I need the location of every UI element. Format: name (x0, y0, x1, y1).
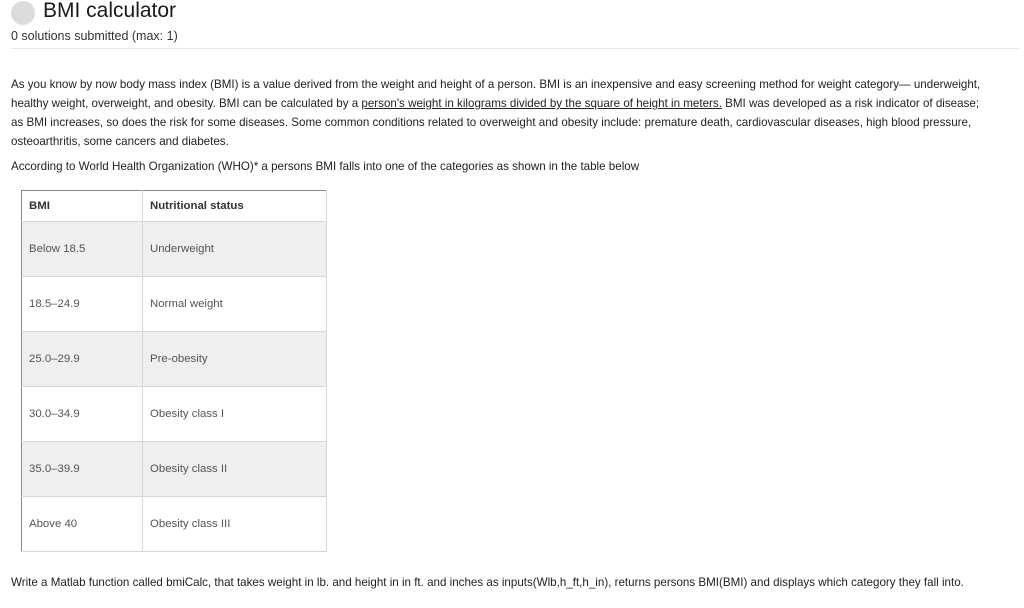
column-header-status: Nutritional status (143, 191, 327, 222)
intro-text-start: As you know by now body mass index (BMI) is a value derived from the weight and height of a person. BMI is an inexpensive and easy screening method for weight category— underweight, healthy weight, overweight, and obesity. BMI can be calculated by a (11, 78, 981, 110)
task-paragraph: Write a Matlab function called bmiCalc, that takes weight in lb. and height in in ft. and inches as inputs(Wlb,h_ft,h_in), returns persons BMI(BMI) and displays which category they fall into. (11, 576, 964, 589)
table-row (22, 497, 327, 552)
table-row (22, 332, 327, 387)
bmi-formula-link[interactable]: person's weight in kilograms divided by the square of height in meters. (361, 97, 722, 110)
problem-header (11, 0, 1019, 49)
status-cell: Normal weight (143, 277, 327, 332)
status-cell: Pre-obesity (143, 332, 327, 387)
status-cell: Obesity class I (143, 387, 327, 442)
bmi-range-cell: 30.0–34.9 (22, 387, 143, 442)
table-header-row (22, 191, 327, 222)
bmi-range-cell: Above 40 (22, 497, 143, 552)
table-row (22, 387, 327, 442)
status-cell: Obesity class II (143, 442, 327, 497)
intro-paragraph (11, 75, 981, 151)
intro-text-end: BMI was developed as a risk indicator of disease; as BMI increases, so does the risk for some diseases. Some common conditions related to overweight and obesity include: premature death, cardiovascular diseases, high blood pressure, osteoarthritis, some cancers and diabetes. (11, 97, 980, 148)
bmi-range-cell: Below 18.5 (22, 222, 143, 277)
bmi-category-table (21, 190, 327, 552)
bmi-range-cell: 25.0–29.9 (22, 332, 143, 387)
who-paragraph: According to World Health Organization (WHO)* a persons BMI falls into one of the categories as shown in the table below (11, 160, 640, 173)
status-circle-icon (11, 1, 35, 25)
table-row (22, 442, 327, 497)
bmi-range-cell: 35.0–39.9 (22, 442, 143, 497)
column-header-bmi: BMI (22, 191, 143, 222)
bmi-range-cell: 18.5–24.9 (22, 277, 143, 332)
submission-count: 0 solutions submitted (max: 1) (11, 29, 178, 43)
status-cell: Obesity class III (143, 497, 327, 552)
table-row (22, 222, 327, 277)
page-title: BMI calculator (43, 0, 177, 22)
table-row (22, 277, 327, 332)
status-cell: Underweight (143, 222, 327, 277)
